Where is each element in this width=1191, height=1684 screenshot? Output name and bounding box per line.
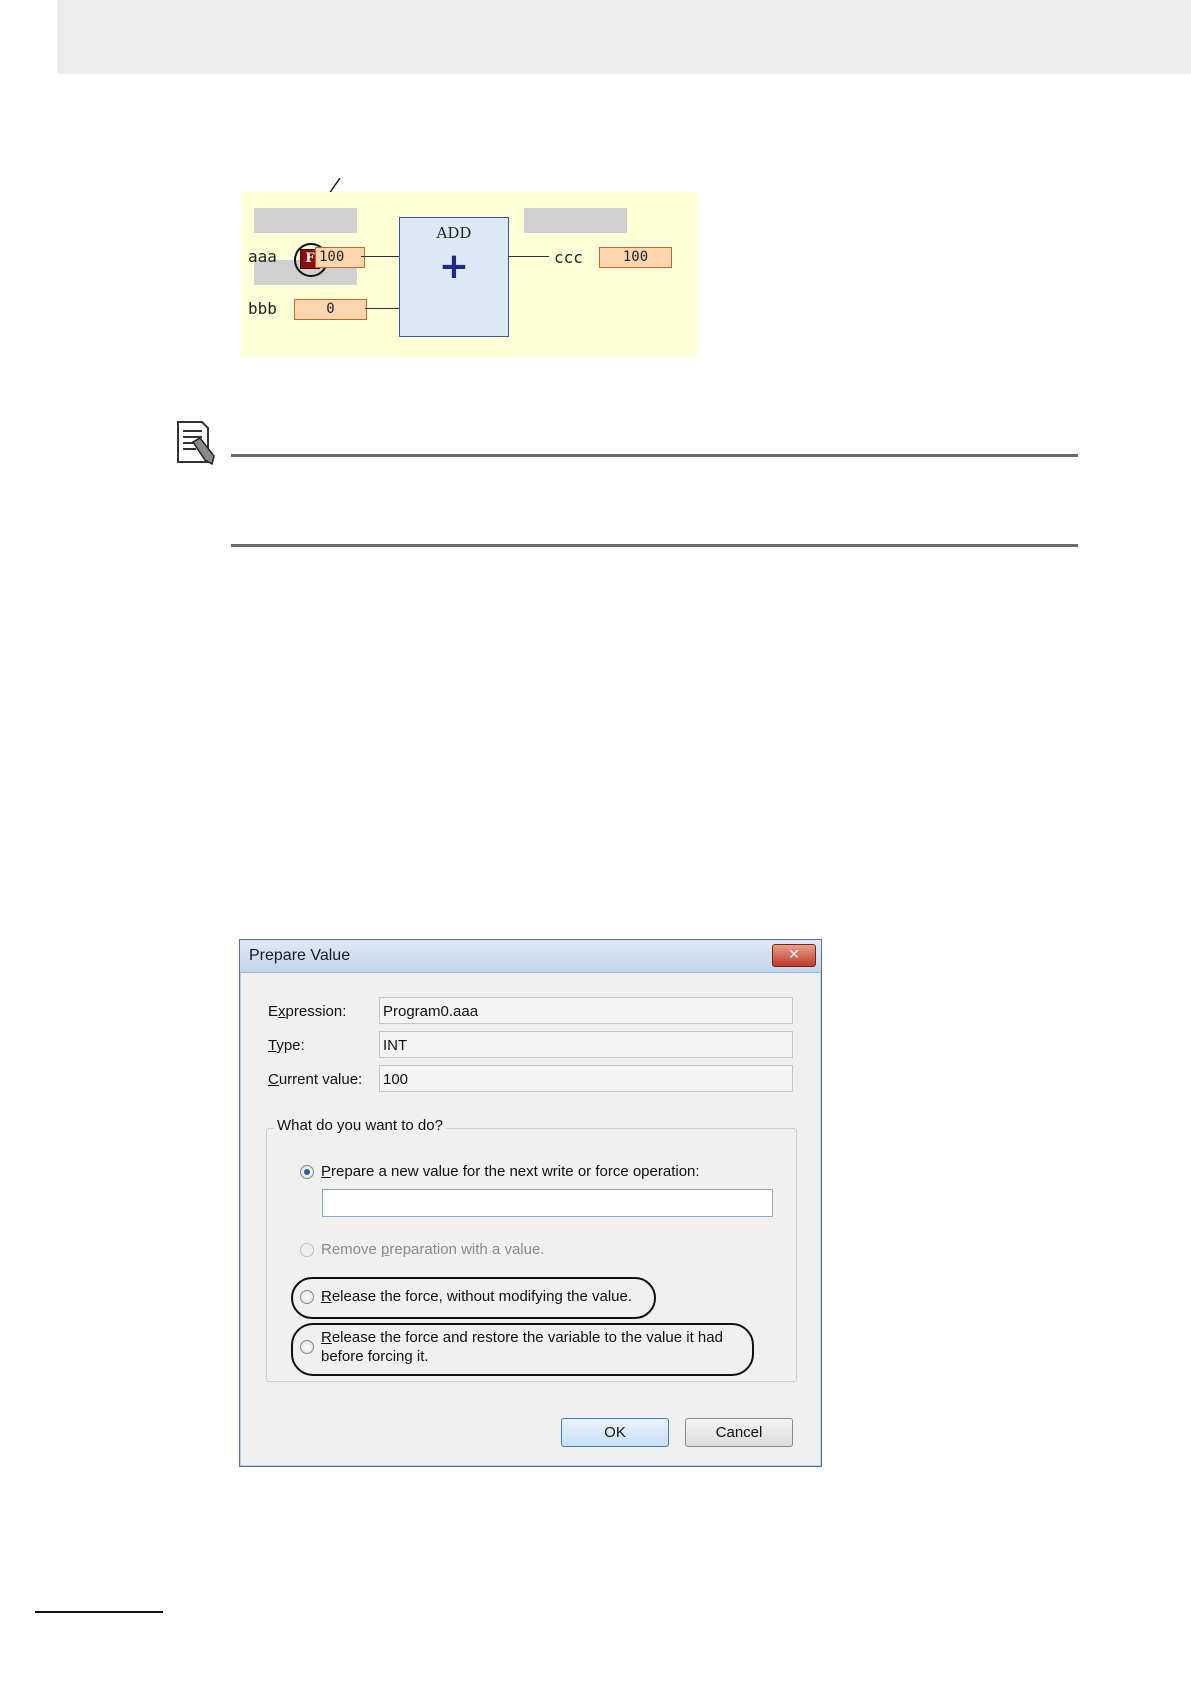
- value-box-aaa[interactable]: 100: [315, 247, 365, 268]
- ccc-comment-slot: [524, 208, 627, 233]
- wire-aaa: [361, 256, 399, 257]
- dialog-titlebar: [240, 940, 821, 973]
- note-icon: [176, 420, 220, 466]
- prepare-value-dialog: [239, 939, 822, 1467]
- dialog-title: Prepare Value: [249, 947, 351, 964]
- plus-icon: +: [438, 246, 470, 287]
- value-box-ccc[interactable]: 100: [599, 247, 672, 268]
- page-header-band: [57, 0, 1191, 74]
- footer-rule: [35, 1611, 163, 1613]
- close-button[interactable]: ✕: [772, 944, 816, 967]
- type-label: Type:: [268, 1037, 305, 1054]
- expression-field[interactable]: Program0.aaa: [379, 997, 793, 1024]
- wire-ccc: [508, 256, 549, 257]
- add-block-title: ADD: [436, 224, 472, 242]
- option-release-force-restore-label[interactable]: Release the force and restore the variable to the value it had before forcing it.: [321, 1329, 723, 1365]
- var-name-aaa: aaa: [248, 247, 277, 266]
- option-release-force-label[interactable]: Release the force, without modifying the value.: [321, 1288, 633, 1305]
- add-function-block[interactable]: [399, 217, 509, 337]
- new-value-input[interactable]: [322, 1189, 773, 1217]
- force-badge: F: [300, 249, 320, 269]
- function-block-diagram: [241, 192, 697, 358]
- note-bottom-rule: [231, 544, 1078, 547]
- note-top-rule: [231, 454, 1078, 457]
- radio-remove-preparation[interactable]: [300, 1243, 314, 1257]
- radio-prepare-new-value[interactable]: [300, 1165, 314, 1179]
- current-value-field[interactable]: 100: [379, 1065, 793, 1092]
- radio-release-force-restore[interactable]: [300, 1340, 314, 1354]
- action-group-label: What do you want to do?: [274, 1117, 446, 1134]
- radio-release-force[interactable]: [300, 1290, 314, 1304]
- option-prepare-new-value-label[interactable]: Prepare a new value for the next write or force operation:: [321, 1163, 700, 1180]
- var-name-bbb: bbb: [248, 299, 277, 318]
- expression-label: Expression:: [268, 1003, 347, 1020]
- current-value-label: Current value:: [268, 1071, 363, 1088]
- cancel-button[interactable]: Cancel: [685, 1418, 793, 1447]
- type-field[interactable]: INT: [379, 1031, 793, 1058]
- option-remove-preparation-label[interactable]: Remove preparation with a value.: [321, 1241, 545, 1258]
- var-name-ccc: ccc: [554, 248, 583, 267]
- value-box-bbb[interactable]: 0: [294, 299, 367, 320]
- ok-button[interactable]: OK: [561, 1418, 669, 1447]
- aaa-comment-slot: [254, 208, 357, 233]
- wire-bbb: [365, 308, 399, 309]
